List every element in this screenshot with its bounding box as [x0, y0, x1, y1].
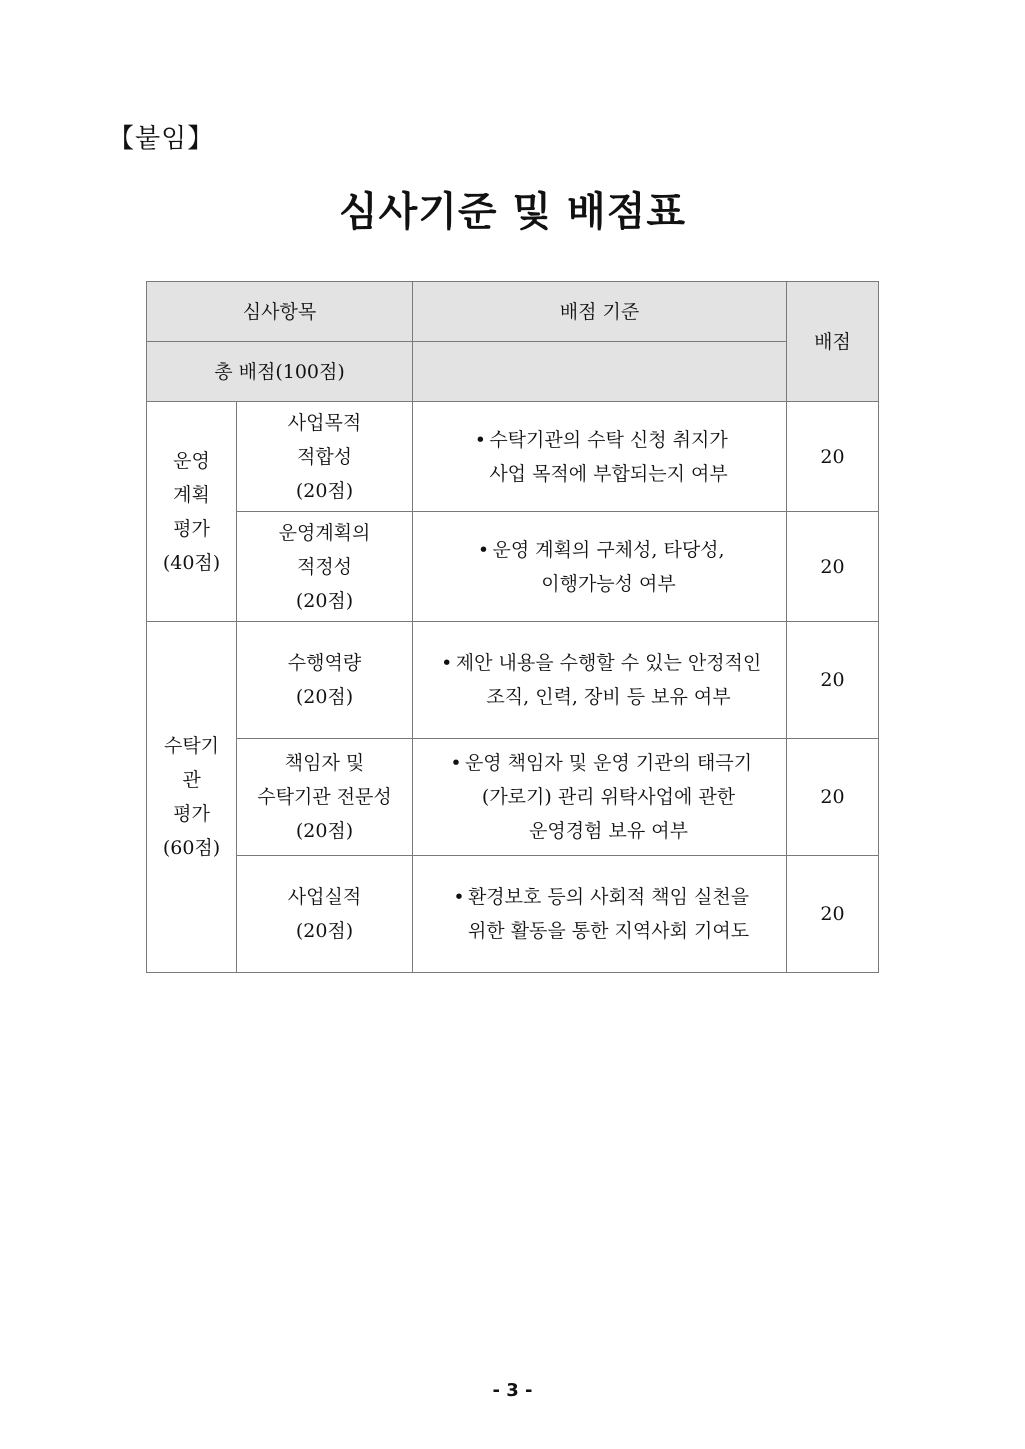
item-cell — [237, 856, 413, 973]
table-row — [147, 512, 879, 622]
group-name-line: 관 — [182, 769, 201, 791]
group-name-line: (60점) — [162, 837, 221, 859]
attachment-label: 【붙임】 — [108, 124, 215, 154]
item-line: 운영계획의 — [278, 521, 371, 544]
item-line: 적정성 — [296, 555, 353, 578]
criteria-line: 수탁기관의 수탁 신청 취지가 — [489, 428, 728, 451]
criteria-cell — [413, 512, 787, 622]
bullet-icon: • — [441, 652, 453, 674]
score-cell: 20 — [787, 622, 879, 739]
group-name-line: 운영 — [173, 449, 210, 472]
total-row — [147, 342, 879, 402]
item-line: 책임자 및 — [284, 752, 365, 774]
group-name-line: 계획 — [173, 483, 210, 506]
group-name-cell — [147, 402, 237, 622]
bullet-icon: • — [477, 538, 490, 561]
item-line: (20점) — [295, 479, 354, 502]
score-cell: 20 — [787, 856, 879, 973]
group-name-cell — [147, 622, 237, 973]
item-cell — [237, 402, 413, 512]
header-score: 배점 — [787, 282, 879, 402]
group-name-line: (40점) — [162, 551, 221, 574]
item-line: (20점) — [295, 589, 354, 612]
bullet-icon: • — [453, 886, 465, 908]
score-cell: 20 — [787, 739, 879, 856]
criteria-line: 이행가능성 여부 — [541, 572, 676, 595]
header-total: 총 배점(100점) — [147, 342, 413, 402]
criteria-cell — [413, 402, 787, 512]
bullet-icon: • — [450, 752, 462, 774]
page-number: - 3 - — [492, 1380, 533, 1401]
criteria-line: 제안 내용을 수행할 수 있는 안정적인 — [455, 652, 762, 674]
table-row — [147, 622, 879, 739]
group-name-line: 평가 — [173, 803, 210, 825]
item-line: (20점) — [295, 686, 354, 708]
criteria-cell — [413, 622, 787, 739]
item-cell — [237, 622, 413, 739]
item-line: 사업실적 — [287, 886, 362, 908]
document-title: 심사기준 및 배점표 — [339, 189, 686, 235]
criteria-table — [146, 281, 879, 973]
score-cell: 20 — [787, 512, 879, 622]
criteria-cell — [413, 856, 787, 973]
criteria-line: 사업 목적에 부합되는지 여부 — [489, 462, 728, 485]
item-line: 사업목적 — [287, 411, 362, 434]
table-row — [147, 402, 879, 512]
header-criteria: 배점 기준 — [413, 282, 787, 342]
criteria-cell — [413, 739, 787, 856]
item-line: 적합성 — [296, 445, 353, 468]
table-row — [147, 856, 879, 973]
group-name-line: 평가 — [173, 517, 210, 540]
criteria-line: (가로기) 관리 위탁사업에 관한 — [481, 786, 736, 808]
header-total-empty — [413, 342, 787, 402]
header-item: 심사항목 — [147, 282, 413, 342]
criteria-line: 위한 활동을 통한 지역사회 기여도 — [467, 920, 750, 942]
criteria-line: 환경보호 등의 사회적 책임 실천을 — [467, 886, 750, 908]
bullet-icon: • — [474, 428, 486, 451]
item-line: (20점) — [295, 920, 354, 942]
item-line: 수탁기관 전문성 — [257, 786, 392, 808]
item-line: (20점) — [295, 820, 354, 842]
criteria-line: 운영 책임자 및 운영 기관의 태극기 — [464, 752, 753, 774]
item-cell — [237, 739, 413, 856]
criteria-line: 조직, 인력, 장비 등 보유 여부 — [486, 686, 731, 708]
group-name-line: 수탁기 — [163, 735, 220, 757]
criteria-line: 운영 계획의 구체성, 타당성, — [492, 538, 725, 561]
header-row — [147, 282, 879, 342]
criteria-line: 운영경험 보유 여부 — [529, 820, 688, 842]
score-cell: 20 — [787, 402, 879, 512]
item-cell — [237, 512, 413, 622]
item-line: 수행역량 — [287, 652, 362, 674]
table-row — [147, 739, 879, 856]
